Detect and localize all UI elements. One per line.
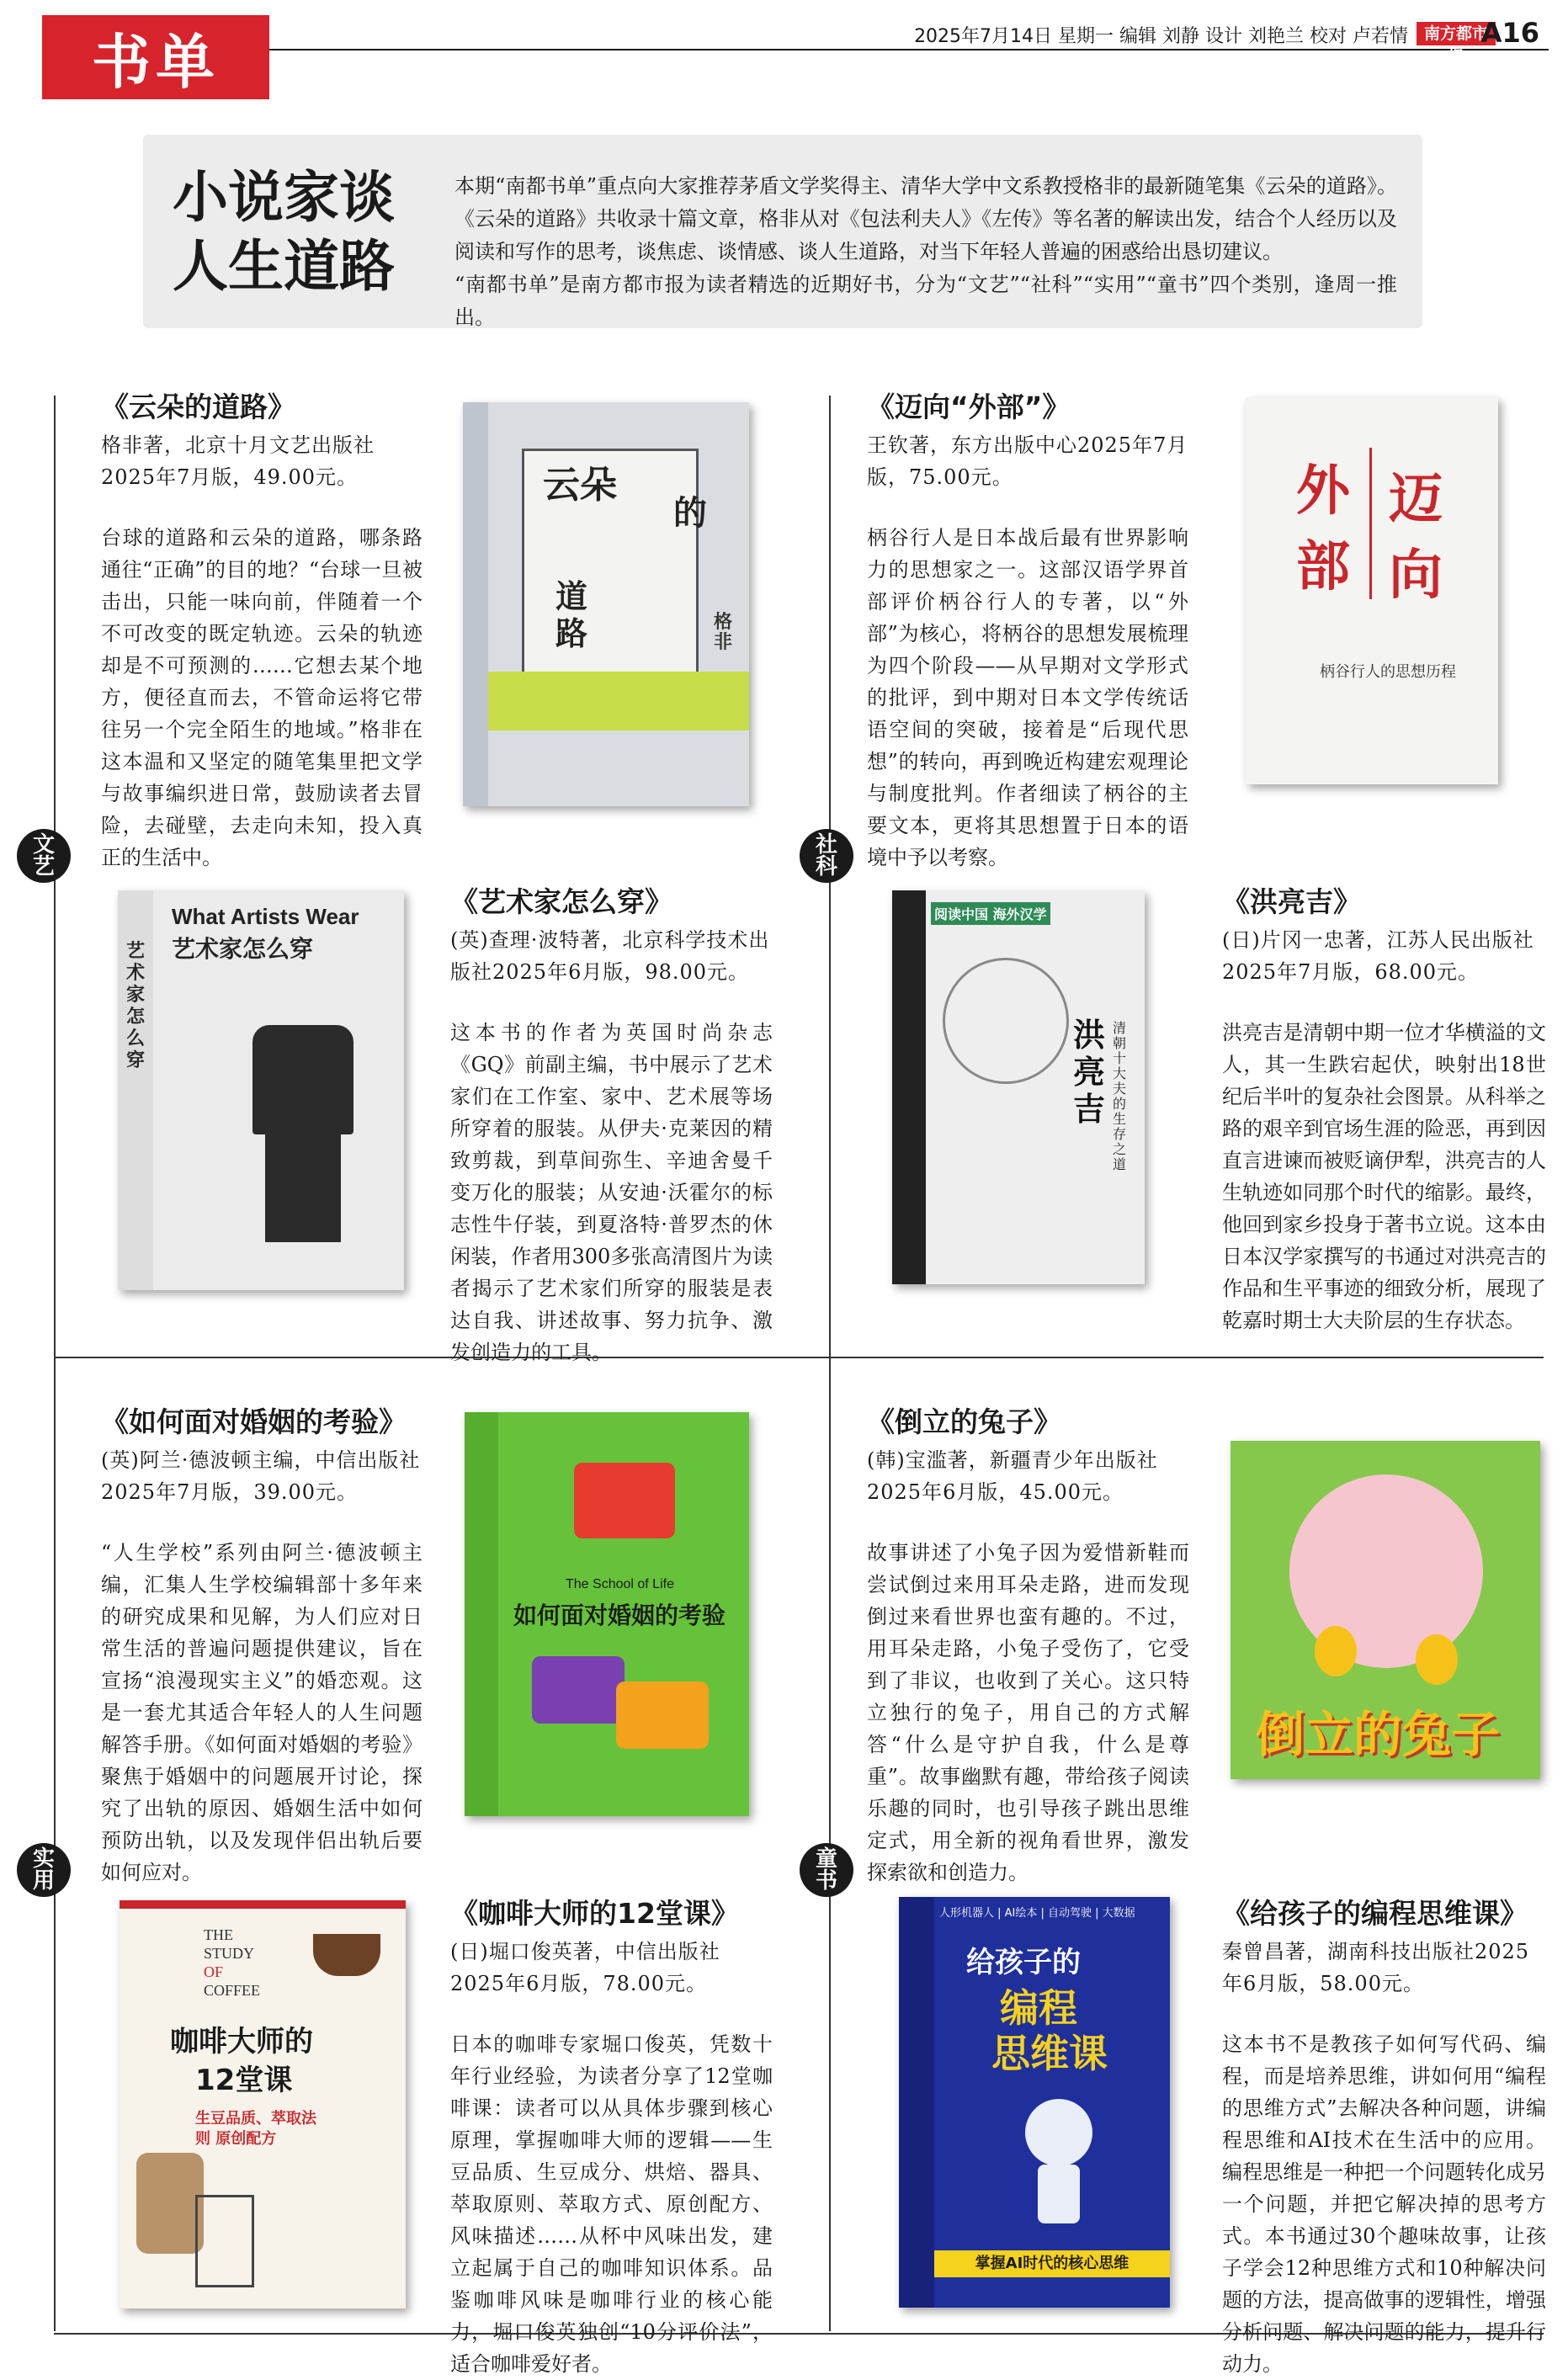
robot-body-illustration bbox=[1038, 2165, 1080, 2223]
cover-topline: 人形机器人 | AI绘本 | 自动驾驶 | 大数据 bbox=[939, 1907, 1135, 1920]
article-title: 《艺术家怎么穿》 bbox=[450, 885, 672, 918]
article-meta: (英)查理·波特著，北京科学技术出版社2025年6月版，98.00元。 bbox=[450, 928, 770, 984]
article-title: 《咖啡大师的12堂课》 bbox=[450, 1897, 739, 1930]
coffee-sack-illustration bbox=[136, 2153, 204, 2254]
article-hunyin bbox=[101, 1404, 423, 1889]
intro-para2: “南都书单”是南方都市报为读者精选的近期好书，分为“文艺”“社科”“实用”“童书”四个类别，逢周一推出。 bbox=[454, 273, 1397, 329]
intro-para1: 本期“南都书单”重点向大家推荐茅盾文学奖得主、清华大学中文系教授格非的最新随笔集《云朵的道路》。《云朵的道路》共收录十篇文章，格非从对《包法利夫人》《左传》等名著的解读出发，结合个人经历以及阅读和写作的思考，谈焦虑、谈情感、谈人生道路，对当下年轻人普遍的困惑给出恳切建议。 bbox=[454, 174, 1397, 263]
cover-waibu bbox=[1246, 397, 1498, 784]
rabbit-foot-left bbox=[1315, 1626, 1357, 1676]
cover-swirl bbox=[943, 958, 1069, 1084]
article-meta: (英)阿兰·德波顿主编，中信出版社2025年7月版，39.00元。 bbox=[101, 1448, 421, 1504]
cover-biancheng bbox=[899, 1897, 1170, 2308]
trousers-illustration bbox=[265, 1133, 341, 1242]
cover-title: 倒立的兔子 bbox=[1256, 1706, 1501, 1763]
cover-title: 编程 bbox=[1000, 1985, 1077, 2031]
cover-title-cn: 如何面对婚姻的考验 bbox=[513, 1602, 726, 1629]
article-waibu bbox=[867, 389, 1188, 874]
cover-spine bbox=[465, 1412, 498, 1816]
stamp-wenyi bbox=[17, 829, 71, 883]
article-meta: (日)片冈一忠著，江苏人民出版社2025年7月版，68.00元。 bbox=[1222, 928, 1534, 984]
cover-honglj bbox=[892, 890, 1145, 1284]
article-title: 《迈向“外部”》 bbox=[867, 390, 1071, 423]
puzzle-piece-orange bbox=[616, 1681, 709, 1749]
cover-title: 给孩子的 bbox=[966, 1946, 1081, 1979]
cover-title-cn: 咖啡大师的 bbox=[170, 2025, 313, 2059]
cover-title-en: What Artists Wear bbox=[172, 904, 359, 929]
cover-tuzi bbox=[1230, 1441, 1540, 1779]
cover-title: 迈 bbox=[1389, 469, 1443, 531]
article-biancheng bbox=[1222, 1895, 1546, 2380]
cover-yishujia bbox=[118, 890, 404, 1290]
intro-title bbox=[173, 163, 425, 301]
article-tuzi bbox=[867, 1404, 1189, 1889]
cover-title: 路 bbox=[555, 615, 588, 652]
cover-subtitle: 生豆品质、萃取法则 原创配方 bbox=[195, 2110, 316, 2148]
cover-subtitle: 清朝十大夫的生存之道 bbox=[1113, 1020, 1127, 1172]
article-meta: (日)堀口俊英著，中信出版社2025年6月版，78.00元。 bbox=[450, 1940, 720, 1995]
article-meta: (韩)宝滥著，新疆青少年出版社2025年6月版，45.00元。 bbox=[867, 1448, 1158, 1504]
article-body: 这本书的作者为英国时尚杂志《GQ》前副主编，书中展示了艺术家们在工作室、家中、艺术展等场所穿着的服装。从伊夫·克莱因的精致剪裁，到草间弥生、辛迪舍曼千变万化的服装；从安迪·沃霍尔的标志性牛仔装，到夏洛特·普罗杰的休闲装，作者用300多张高清图片为读者揭示了艺术家们所穿的服装是表达自我、讲述故事、努力抗争、激发创造力的工具。 bbox=[450, 1021, 773, 1364]
page-number: A16 bbox=[1480, 17, 1539, 49]
cover-title: 道 bbox=[555, 578, 588, 615]
puzzle-piece-purple bbox=[532, 1656, 625, 1724]
stamp-char: 科 bbox=[815, 854, 837, 879]
cover-yunduo bbox=[463, 402, 749, 806]
stamp-char: 艺 bbox=[32, 854, 55, 879]
french-press-illustration bbox=[195, 2195, 254, 2287]
left-column-rule bbox=[54, 396, 56, 2331]
intro-title-line1: 小说家谈 bbox=[173, 165, 395, 230]
article-body: 台球的道路和云朵的道路，哪条路通往“正确”的目的地？“台球一旦被击出，只能一味向前，伴随着一个不可改变的既定轨迹。云朵的轨迹却是不可预测的……它想去某个地方，便径直而去，不管命运将它带往另一个完全陌生的地域。”格非在这本温和又坚定的随笔集里把文学与故事编织进日常，鼓励读者去冒险，去碰壁，去走向未知，投入真正的生活中。 bbox=[101, 526, 423, 869]
stamp-char: 书 bbox=[815, 1868, 837, 1894]
cover-title: 向 bbox=[1389, 545, 1443, 607]
cover-strip: 掌握AI时代的核心思维 bbox=[934, 2250, 1170, 2277]
cover-title-char: 洪 bbox=[1073, 1017, 1106, 1054]
cover-title-block bbox=[1073, 1017, 1107, 1128]
stamp-sheke bbox=[800, 829, 853, 883]
cover-subtitle: 柄谷行人的思想历程 bbox=[1320, 663, 1456, 681]
cover-title-cn: 艺术家怎么穿 bbox=[172, 935, 314, 963]
cover-kafei bbox=[120, 1900, 406, 2308]
section-label: 书单 bbox=[42, 15, 269, 99]
stamp-shiyong bbox=[17, 1843, 71, 1897]
article-yunduo bbox=[101, 389, 423, 874]
stamp-char: 文 bbox=[32, 832, 55, 858]
article-title: 《倒立的兔子》 bbox=[867, 1405, 1061, 1438]
issue-meta: 2025年7月14日 星期一 编辑 刘静 设计 刘艳兰 校对 卢若情 bbox=[914, 26, 1408, 47]
cover-title-en: The School of Life bbox=[566, 1577, 674, 1591]
middle-row-rule bbox=[54, 1357, 1544, 1358]
robot-head-illustration bbox=[1025, 2099, 1092, 2166]
cover-title: 部 bbox=[1296, 536, 1350, 598]
cover-spine-title: 艺术家怎么穿 bbox=[126, 941, 146, 1071]
article-title: 《洪亮吉》 bbox=[1222, 885, 1361, 918]
article-body: 柄谷行人是日本战后最有世界影响力的思想家之一。这部汉语学界首部评价柄谷行人的专著，以“外部”为核心，将柄谷的思想发展梳理为四个阶段——从早期对文学形式的批评，到中期对日本文学传统话语空间的突破，接着是“后现代思想”的转向，再到晚近构建宏观理论与制度批判。作者细读了柄谷的主要文本，更将其思想置于日本的语境中予以考察。 bbox=[867, 526, 1188, 869]
article-body: 故事讲述了小兔子因为爱惜新鞋而尝试倒过来用耳朵走路，进而发现倒过来看世界也蛮有趣的。不过，用耳朵走路，小兔子受伤了，它受到了非议，也收到了关心。这只特立独行的兔子，用自己的方式解答“什么是守护自我，什么是尊重”。故事幽默有趣，带给孩子阅读乐趣的同时，也引导孩子跳出思维定式，用全新的视角看世界，激发探索欲和创造力。 bbox=[867, 1541, 1189, 1884]
cover-title-char: 吉 bbox=[1073, 1091, 1106, 1128]
article-meta: 王钦著，东方出版中心2025年7月版，75.00元。 bbox=[867, 433, 1188, 489]
puzzle-piece-red bbox=[574, 1463, 675, 1538]
center-column-rule bbox=[829, 396, 831, 2331]
intro-title-line2: 人生道路 bbox=[173, 234, 395, 299]
coffee-cup-illustration bbox=[313, 1934, 380, 1976]
newspaper-logo: 南方都市报 bbox=[1417, 22, 1496, 45]
cover-title-en bbox=[204, 1926, 260, 2000]
article-kafei bbox=[450, 1895, 773, 2380]
stamp-char: 实 bbox=[32, 1846, 55, 1872]
cover-title-char: 亮 bbox=[1073, 1054, 1106, 1091]
cover-spine bbox=[892, 890, 926, 1284]
cover-title: 的 bbox=[673, 494, 707, 533]
cover-title-en-line: STUDY bbox=[204, 1945, 255, 1962]
cover-spine bbox=[463, 402, 488, 806]
cover-badge: 阅读中国 海外汉学 bbox=[931, 902, 1050, 925]
article-title: 《云朵的道路》 bbox=[101, 390, 295, 423]
cover-band bbox=[488, 672, 749, 730]
article-meta: 格非著，北京十月文艺出版社2025年7月版，49.00元。 bbox=[101, 433, 375, 489]
stamp-char: 用 bbox=[32, 1868, 55, 1894]
stamp-char: 童 bbox=[815, 1846, 837, 1872]
cover-title-en-line: THE bbox=[204, 1926, 233, 1943]
cover-title-en-line: OF bbox=[204, 1963, 224, 1980]
article-body: “人生学校”系列由阿兰·德波顿主编，汇集人生学校编辑部十多年来的研究成果和见解，为人们应对日常生活的普遍问题提供建议，旨在宣扬“浪漫现实主义”的婚恋观。这是一套尤其适合年轻人的人生问题解答手册。《如何面对婚姻的考验》聚焦于婚姻中的问题展开讨论，探究了出轨的原因、婚姻生活中如何预防出轨，以及发现伴侣出轨后要如何应对。 bbox=[101, 1541, 423, 1884]
article-meta: 秦曾昌著，湖南科技出版社2025年6月版，58.00元。 bbox=[1222, 1940, 1530, 1995]
cover-title-cn: 12堂课 bbox=[195, 2064, 293, 2097]
cover-title: 思维课 bbox=[991, 2031, 1108, 2076]
article-body: 这本书不是教孩子如何写代码、编程，而是培养思维，讲如何用“编程的思维方式”去解决各种问题，讲编程思维和AI技术在生活中的应用。编程思维是一种把一个问题转化成另一个问题，并把它解决掉的思考方式。本书通过30个趣味故事，让孩子学会12种思维方式和10种解决问题的方法，提高做事的逻辑性，增强分析问题、解决问题的能力，提升行动力。 bbox=[1222, 2032, 1546, 2376]
cover-red-line bbox=[1369, 448, 1372, 599]
article-honglj bbox=[1222, 884, 1546, 1336]
cover-spine bbox=[899, 1897, 934, 2308]
article-body: 洪亮吉是清朝中期一位才华横溢的文人，其一生跌宕起伏，映射出18世纪后半叶的复杂社会图景。从科举之路的艰辛到官场生涯的险恶，再到因直言进谏而被贬谪伊犁，洪亮吉的人生轨迹如同那个时代的缩影。最终，他回到家乡投身于著书立说。这本由日本汉学家撰写的书通过对洪亮吉的作品和生平事迹的细致分析，展现了乾嘉时期士大夫阶层的生存状态。 bbox=[1222, 1021, 1546, 1332]
rabbit-foot-right bbox=[1416, 1634, 1458, 1685]
stamp-char: 社 bbox=[815, 832, 837, 858]
article-title: 《给孩子的编程思维课》 bbox=[1222, 1897, 1528, 1930]
cover-author: 格非 bbox=[714, 612, 733, 653]
article-title: 《如何面对婚姻的考验》 bbox=[101, 1405, 407, 1438]
cover-title: 云朵 bbox=[543, 464, 617, 507]
cover-hunyin bbox=[465, 1412, 749, 1816]
jacket-illustration bbox=[252, 1025, 353, 1134]
cover-title: 外 bbox=[1296, 460, 1350, 523]
cover-top-band bbox=[120, 1900, 406, 1909]
intro-text bbox=[454, 170, 1397, 334]
intro-box bbox=[143, 135, 1422, 328]
stamp-tongshu bbox=[800, 1843, 853, 1897]
article-yishujia bbox=[450, 884, 773, 1368]
cover-title-en-line: COFFEE bbox=[204, 1982, 261, 1999]
article-body: 日本的咖啡专家堀口俊英，凭数十年行业经验，为读者分享了12堂咖啡课：读者可以从具体步骤到核心原理，掌握咖啡大师的逻辑——生豆品质、生豆成分、烘焙、器具、萃取原则、萃取方式、原创配方、风味描述……从杯中风味出发，建立起属于自己的咖啡知识体系。品鉴咖啡风味是咖啡行业的核心能力，堀口俊英独创“10分评价法”，适合咖啡爱好者。 bbox=[450, 2032, 773, 2376]
